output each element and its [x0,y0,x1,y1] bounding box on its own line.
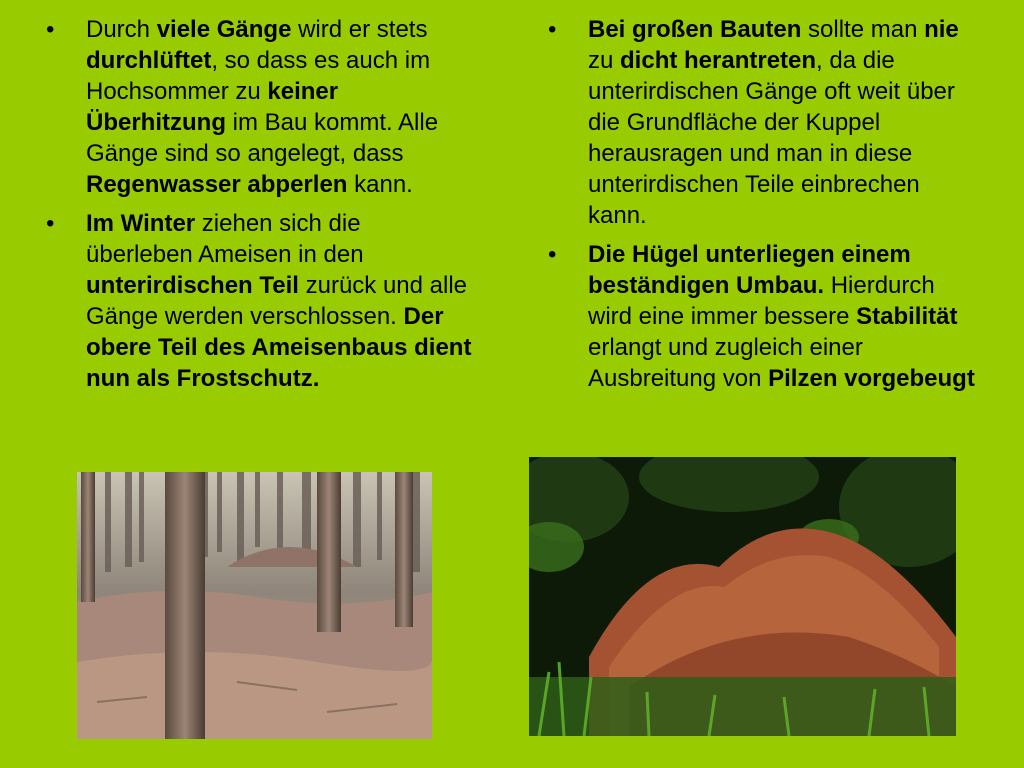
bullet-rebuilding: • Die Hügel unterliegen einem beständigen Umbau. Hierdurch wird eine immer bessere Stabilität erlangt und zugleich einer Ausbreitung von Pilzen vorgebeugt [548,241,975,392]
bullet-marker: • [46,210,55,237]
bullet-winter: • Im Winter ziehen sich die überleben Ameisen in den unterirdischen Teil zurück und alle Gänge werden verschlossen. Der obere Teil des Ameisenbaus dient nun als Frostschutz. [46,210,472,392]
right-column [544,14,984,402]
bullet-ventilation: • Durch viele Gänge wird er stets durchlüftet, so dass es auch im Hochsommer zu keiner Überhitzung im Bau kommt. Alle Gänge sind so angelegt, dass Regenwasser abperlen kann. [46,16,439,198]
right-bullet-list [544,14,984,394]
left-bullet-list [42,14,472,394]
ant-mound-photo [529,457,956,736]
bullet-large-mounds: • Bei großen Bauten sollte man nie zu dicht herantreten, da die unterirdischen Gänge oft weit über die Grundfläche der Kuppel herausragen und man in diese unterirdischen Teile einbrechen kann. [548,16,959,229]
bullet-marker: • [46,16,55,43]
forest-anthill-image [77,472,432,739]
left-column [42,14,472,402]
bullet-marker: • [548,16,557,43]
bullet-marker: • [548,241,557,268]
forest-anthill-photo [77,472,432,739]
ant-mound-image [529,457,956,736]
